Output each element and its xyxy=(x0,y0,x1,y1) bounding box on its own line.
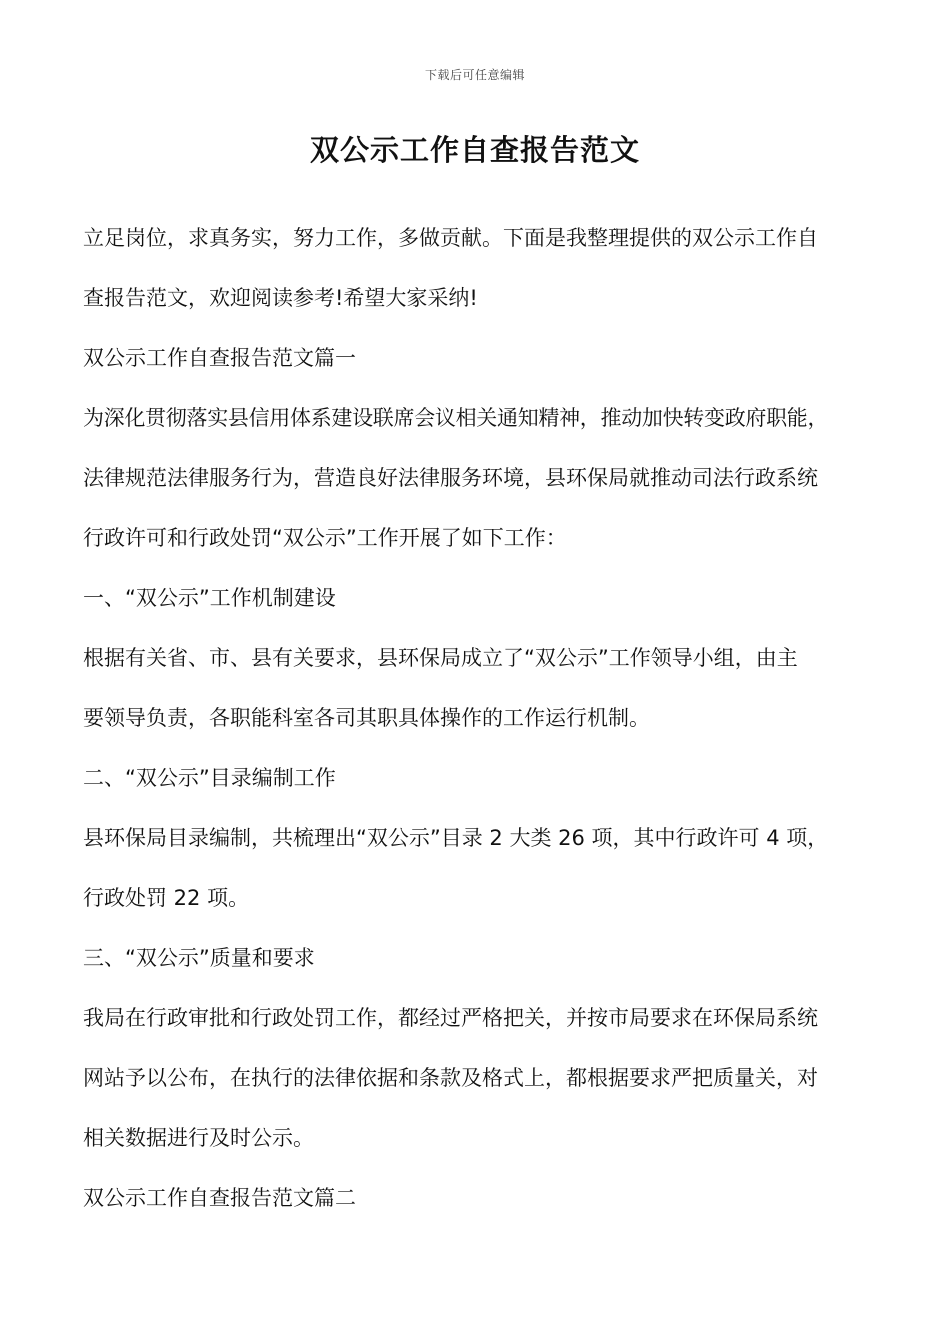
paragraph-line: 县环保局目录编制，共梳理出“双公示”目录 2 大类 26 项，其中行政许可 4 项， xyxy=(83,826,829,850)
subsection-heading: 一、“双公示”工作机制建设 xyxy=(83,586,336,610)
paragraph-line: 查报告范文，欢迎阅读参考!希望大家采纳! xyxy=(83,286,478,310)
paragraph-line: 要领导负责，各职能科室各司其职具体操作的工作运行机制。 xyxy=(83,706,650,730)
paragraph-line: 相关数据进行及时公示。 xyxy=(83,1126,314,1150)
page-title: 双公示工作自查报告范文 xyxy=(309,133,640,167)
paragraph-line: 为深化贯彻落实县信用体系建设联席会议相关通知精神，推动加快转变政府职能， xyxy=(83,406,829,430)
paragraph-line: 行政处罚 22 项。 xyxy=(83,886,250,910)
paragraph-line: 法律规范法律服务行为，营造良好法律服务环境，县环保局就推动司法行政系统 xyxy=(83,466,818,490)
paragraph-line: 立足岗位，求真务实，努力工作，多做贡献。下面是我整理提供的双公示工作自 xyxy=(83,226,818,250)
paragraph-line: 网站予以公布，在执行的法律依据和条款及格式上，都根据要求严把质量关，对 xyxy=(83,1066,818,1090)
section-heading: 双公示工作自查报告范文篇二 xyxy=(83,1186,356,1210)
section-heading: 双公示工作自查报告范文篇一 xyxy=(83,346,356,370)
document-body xyxy=(83,210,883,1230)
paragraph-line: 根据有关省、市、县有关要求，县环保局成立了“双公示”工作领导小组，由主 xyxy=(83,646,798,670)
header-note: 下载后可任意编辑 xyxy=(424,68,525,82)
subsection-heading: 二、“双公示”目录编制工作 xyxy=(83,766,336,790)
paragraph-line: 行政许可和行政处罚“双公示”工作开展了如下工作： xyxy=(83,526,567,550)
paragraph-line: 我局在行政审批和行政处罚工作，都经过严格把关，并按市局要求在环保局系统 xyxy=(83,1006,818,1030)
subsection-heading: 三、“双公示”质量和要求 xyxy=(83,946,315,970)
